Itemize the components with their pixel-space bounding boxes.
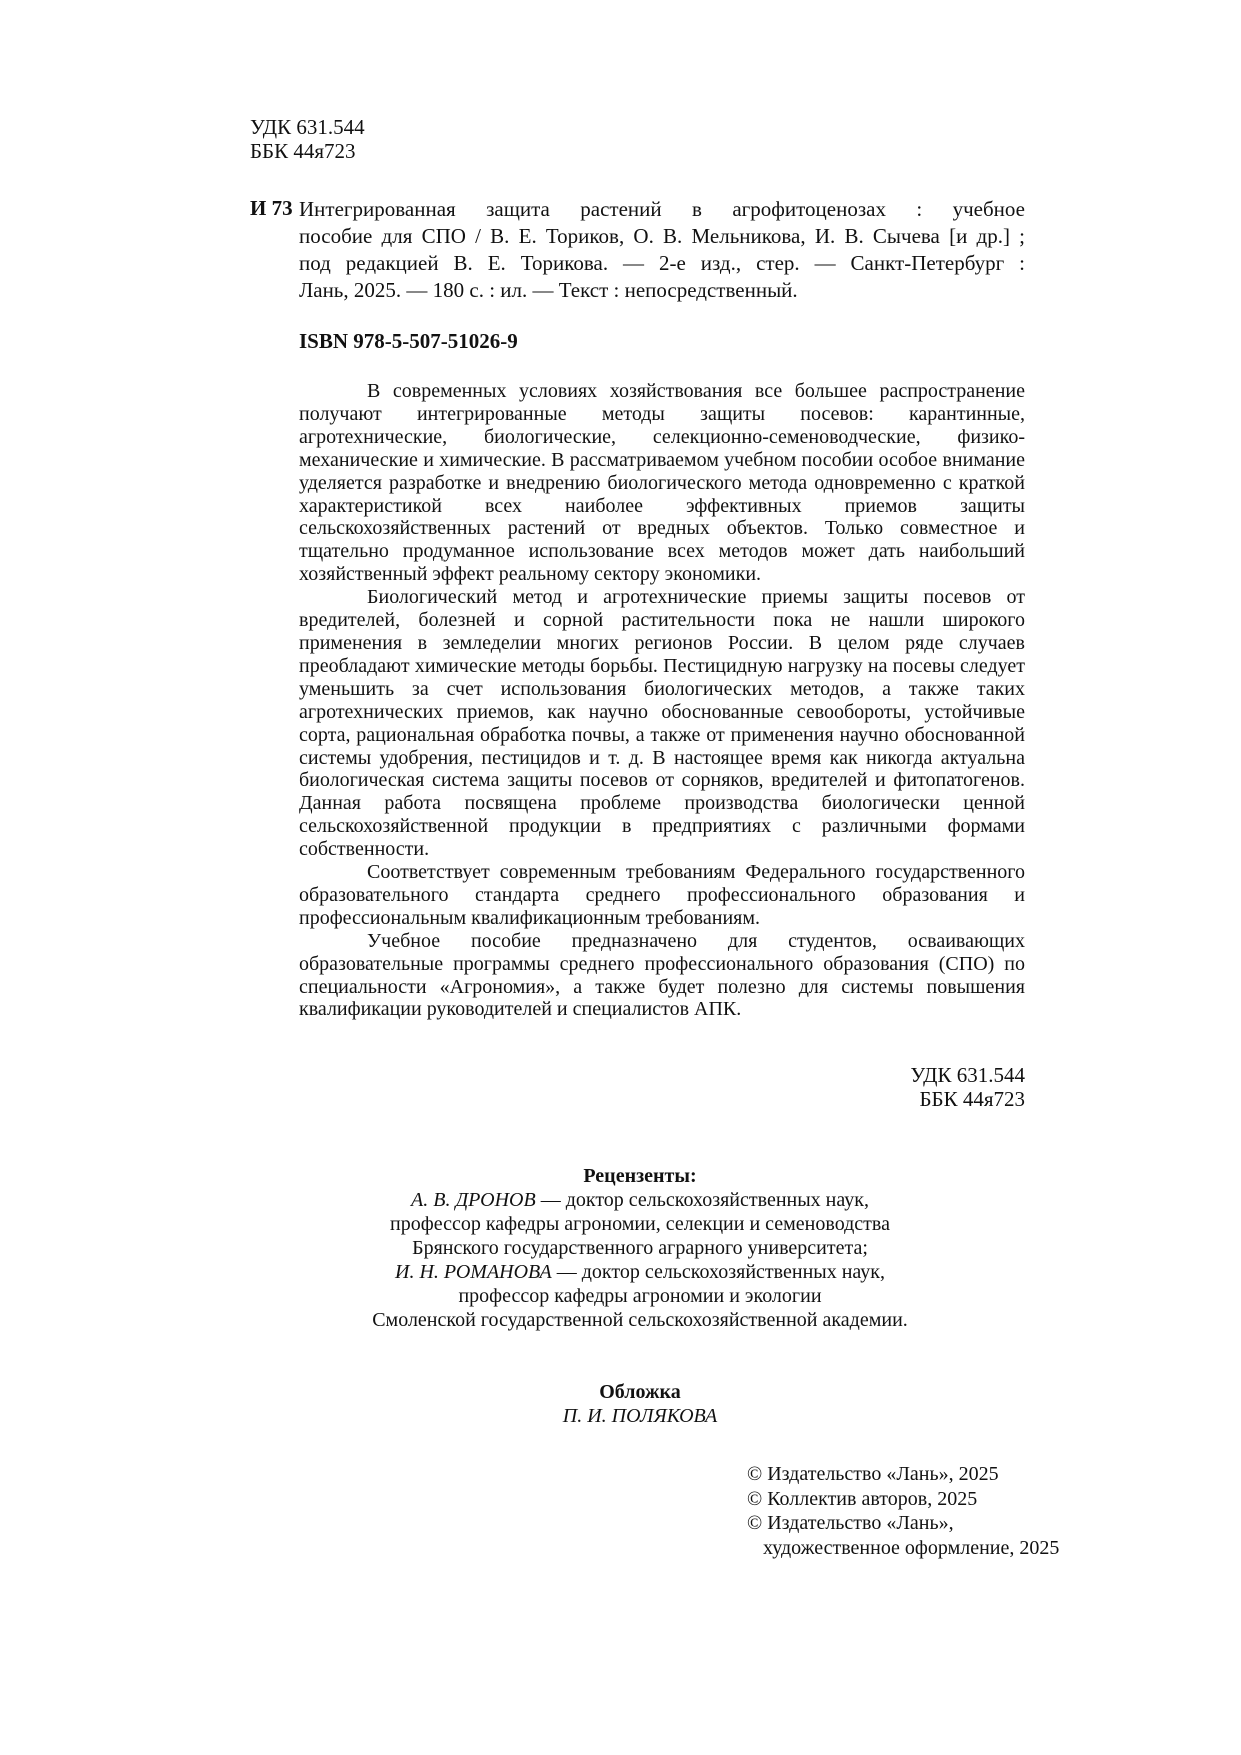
reviewer-affiliation: Смоленской государственной сельскохозяйственной академии.	[372, 1309, 908, 1331]
classification-codes-bottom	[900, 1063, 1025, 1111]
copyright-line: © Издательство «Лань»,	[747, 1512, 954, 1534]
copyright-line: © Коллектив авторов, 2025	[747, 1487, 978, 1510]
author-sign: И 73	[250, 196, 293, 220]
udk-code: УДК 631.544	[250, 115, 365, 139]
reviewer-1	[300, 1188, 980, 1212]
isbn: ISBN 978-5-507-51026-9	[299, 329, 518, 353]
reviewer-name: И. Н. РОМАНОВА	[395, 1261, 552, 1283]
annotation-paragraph: Биологический метод и агротехнические приемы защиты посевов от вредителей, болезней и сорной растительности пока не нашли широкого применения в земледелии многих регионов России. В целом ряде случаев преобладают химические методы борьбы. Пестицидную нагрузку на посевы следует уменьшить за счет использования биологических методов, а также таких агротехнических приемов, как научно обоснованные севообороты, устойчивые сорта, рациональная обработка почвы, а также от применения научно обоснованной системы удобрения, пестицидов и т. д. В настоящее время как никогда актуальна биологическая система защиты посевов от сорняков, вредителей и фитопатогенов. Данная работа посвящена проблеме производства биологически ценной сельскохозяйственной продукции в предприятиях с различными формами собственности.	[299, 586, 1025, 861]
cover-heading: Обложка	[599, 1381, 681, 1403]
reviewer-degree: — доктор сельскохозяйственных наук,	[535, 1189, 869, 1211]
udk-code: УДК 631.544	[910, 1063, 1025, 1087]
reviewer-name: А. В. ДРОНОВ	[411, 1189, 536, 1211]
bibliographic-record-line: пособие для СПО / В. Е. Ториков, О. В. Мельникова, И. В. Сычева [и др.] ;	[299, 224, 1025, 248]
reviewer-2	[300, 1260, 980, 1284]
bibliographic-record	[299, 196, 1025, 304]
annotation-paragraph: Учебное пособие предназначено для студентов, осваивающих образовательные программы среднего профессионального образования (СПО) по специальности «Агрономия», а также будет полезно для системы повышения квалификации руководителей и специалистов АПК.	[299, 929, 1025, 1021]
cover-credit	[300, 1380, 980, 1428]
bibliographic-record-line: Лань, 2025. — 180 с. : ил. — Текст : непосредственный.	[299, 278, 798, 302]
reviewers-heading: Рецензенты:	[583, 1165, 697, 1187]
reviewers-block	[300, 1164, 980, 1332]
annotation-paragraph: Соответствует современным требованиям Федерального государственного образовательного стандарта среднего профессионального образования и профессиональным квалификационным требованиям.	[299, 861, 1025, 929]
reviewer-position: профессор кафедры агрономии, селекции и семеноводства	[390, 1213, 890, 1235]
bibliographic-record-line: Интегрированная защита растений в агрофитоценозах : учебное	[299, 197, 1025, 221]
bibliographic-record-line: под редакцией В. Е. Торикова. — 2-е изд., стер. — Санкт-Петербург :	[299, 251, 1025, 275]
reviewer-degree: — доктор сельскохозяйственных наук,	[551, 1261, 885, 1283]
copyright-line: художественное оформление, 2025	[763, 1536, 1060, 1559]
annotation	[299, 380, 1025, 1021]
annotation-paragraph: В современных условиях хозяйствования все большее распространение получают интегрированные методы защиты посевов: карантинные, агротехнические, биологические, селекционно-семеноводческие, физико-механические и химические. В рассматриваемом учебном пособии особое внимание уделяется разработке и внедрению биологического метода одновременно с краткой характеристикой всех наиболее эффективных приемов защиты сельскохозяйственных растений от вредных объектов. Только совместное и тщательно продуманное использование всех методов может дать наибольший хозяйственный эффект реальному сектору экономики.	[299, 380, 1025, 586]
copyright-block	[747, 1462, 1059, 1560]
bbk-code: ББК 44я723	[250, 139, 356, 163]
reviewer-position: профессор кафедры агрономии и экологии	[458, 1285, 822, 1307]
bbk-code: ББК 44я723	[919, 1087, 1025, 1111]
copyright-line: © Издательство «Лань», 2025	[747, 1463, 999, 1485]
cover-designer: П. И. ПОЛЯКОВА	[562, 1405, 718, 1427]
reviewer-affiliation: Брянского государственного аграрного университета;	[412, 1237, 868, 1259]
classification-codes-top	[250, 115, 365, 163]
